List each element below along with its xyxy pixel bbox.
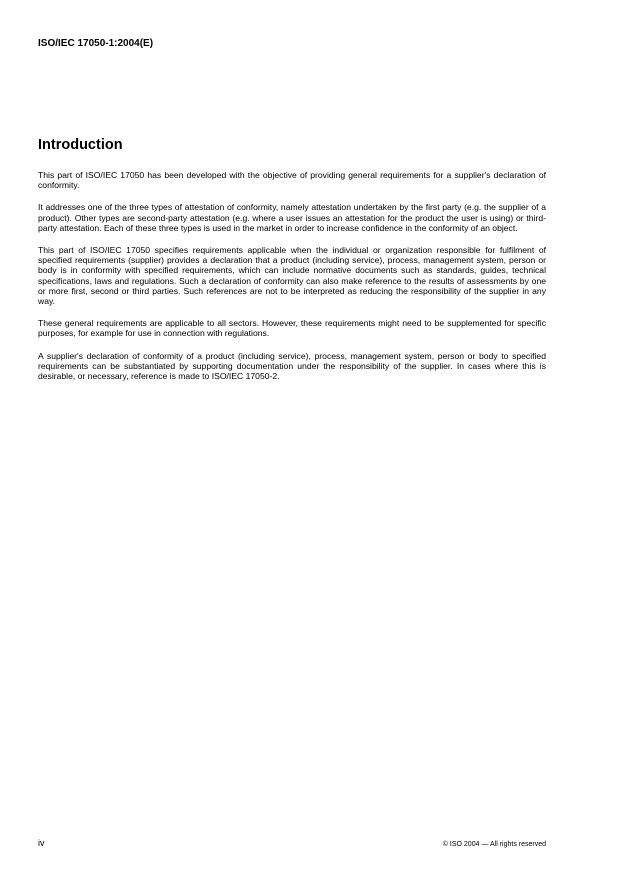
paragraph-3: This part of ISO/IEC 17050 specifies requirements applicable when the individual or organization responsible for fulfilment of specified requirements (supplier) provides a declaration that a product (including service), process, management system, person or body is in conformity with specified requirements, which can include normative documents such as standards, guides, technical specifications, laws and regulations. Such a declaration of conformity can also make reference to the results of assessments by one or more first, second or third parties. Such references are not to be interpreted as reducing the responsibility of the supplier in any way. (38, 245, 546, 307)
page-number: iv (38, 838, 45, 848)
document-id-header: ISO/IEC 17050-1:2004(E) (38, 38, 154, 49)
paragraph-2: It addresses one of the three types of attestation of conformity, namely attestation undertaken by the first party (e.g. the supplier of a product). Other types are second-party attestation (e.g. where a user issues an attestation for the product the user is using) or third-party attestation. Each of these three types is used in the market in order to increase confidence in the conformity of an object. (38, 202, 546, 233)
paragraph-5: A supplier's declaration of conformity of a product (including service), process, management system, person or body to specified requirements can be substantiated by supporting documentation under the responsibility of the supplier. In cases where this is desirable, or necessary, reference is made to ISO/IEC 17050-2. (38, 350, 546, 382)
paragraph-4: These general requirements are applicable to all sectors. However, these requirements might need to be supplemented for specific purposes, for example for use in connection with regulations. (38, 318, 546, 339)
paragraph-1: This part of ISO/IEC 17050 has been developed with the objective of providing general requirements for a supplier's declaration of conformity. (38, 170, 546, 191)
section-body (38, 170, 546, 393)
copyright-notice: © ISO 2004 — All rights reserved (442, 841, 546, 848)
section-title: Introduction (38, 137, 123, 153)
